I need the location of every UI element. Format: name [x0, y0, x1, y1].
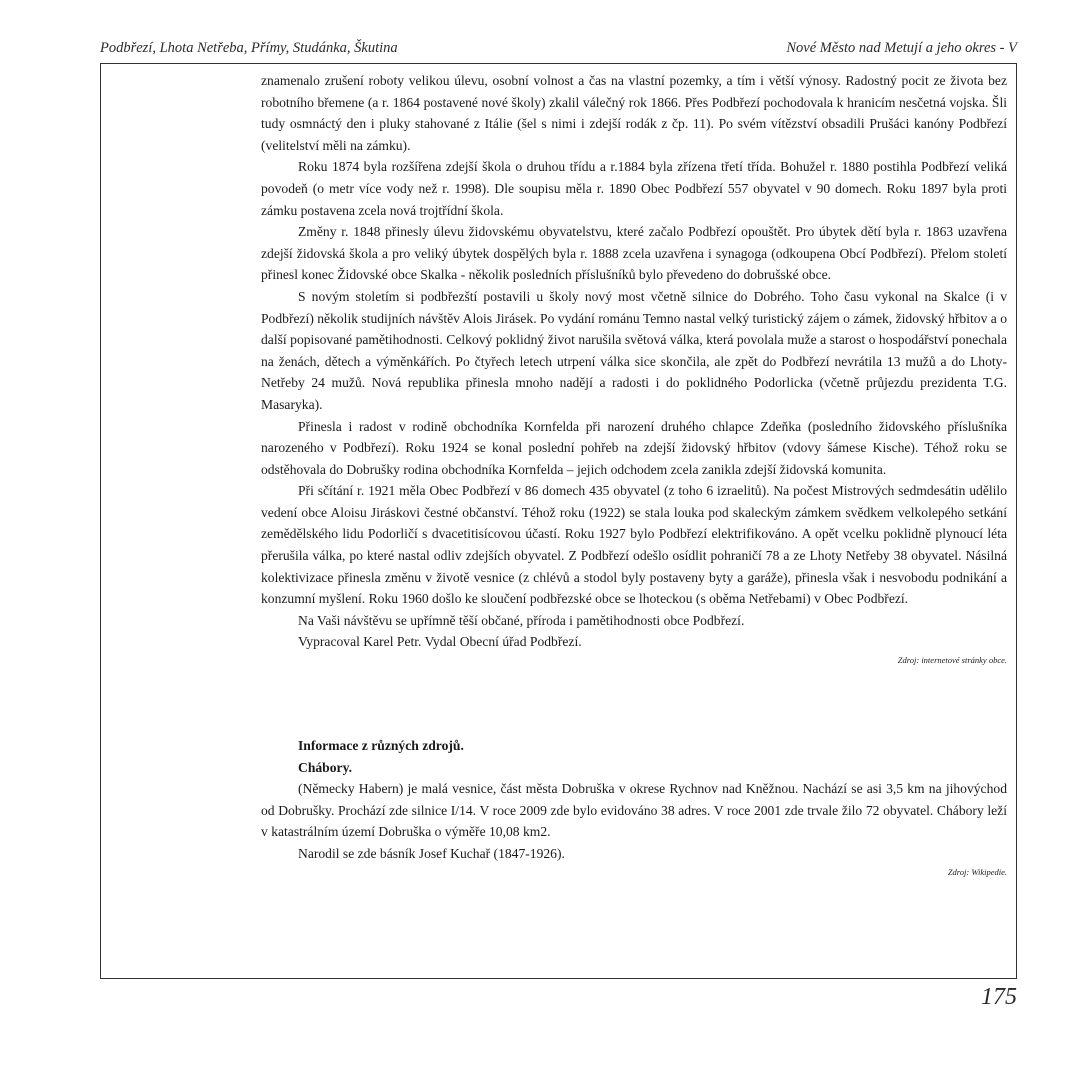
paragraph: Změny r. 1848 přinesly úlevu židovskému obyvatelstvu, které začalo Podbřezí opouštět. Pro úbytek dětí byla r. 1863 uzavřena zdejší židovská škola a pro veliký úbytek dospělých byla r. 1888 zcela uzavřena i synagoga (odkoupena Obcí Podbřezí). Přelom století přinesl konec Židovské obce Skalka - několik posledních příslušníků bylo převedeno do dobrušské obce. — [261, 224, 1007, 283]
paragraph: (Německy Habern) je malá vesnice, část města Dobruška v okrese Rychnov nad Kněžnou. Nachází se asi 3,5 km na jihovýchod od Dobrušky. Prochází zde silnice I/14. V roce 2009 zde bylo evidováno 38 adres. V roce 2001 zde trvale žilo 72 obyvatel. Chábory leží v katastrálním území Dobruška o výměře 10,08 km2. — [261, 781, 1007, 840]
source-note: Zdroj: Wikipedie. — [947, 866, 1007, 877]
paragraph: Vypracoval Karel Petr. Vydal Obecní úřad Podbřezí. — [298, 634, 582, 650]
section-subheading: Chábory. — [298, 759, 353, 775]
section-gap — [261, 667, 1007, 735]
page-number: 175 — [981, 984, 1017, 1010]
paragraph: Narodil se zde básník Josef Kuchař (1847-1926). — [298, 846, 565, 861]
paragraph: Roku 1874 byla rozšířena zdejší škola o druhou třídu a r.1884 byla zřízena třetí třída. Bohužel r. 1880 postihla Podbřezí veliká povodeň (o metr více vody než r. 1998). Dle soupisu měla r. 1890 Obec Podbřezí 557 obyvatel v 90 domech. Roku 1897 byla proti zámku postavena zcela nová trojtřídní škola. — [261, 159, 1007, 218]
paragraph: Na Vaši návštěvu se upřímně těší občané, příroda i pamětihodnosti obce Podbřezí. — [298, 612, 745, 628]
source-note: Zdroj: internetové stránky obce. — [897, 655, 1007, 666]
paragraph: Při sčítání r. 1921 měla Obec Podbřezí v 86 domech 435 obyvatel (z toho 6 izraelitů). Na počest Mistrových sedmdesátin udělilo vedení obce Aloisu Jiráskovi čestné občanství. Téhož roku (1922) se stala louka pod skaleckým zámkem svědkem velkolepého setkání zemědělského lidu Podorličí s dvacetitisícovou účastí. Roku 1927 bylo Podbřezí elektrifikováno. A opět vcelku poklidně plynoucí léta přerušila válka, po které nastal odliv zdejších obyvatel. Z Podbřezí odešlo osídlit pohraničí 78 a ze Lhoty Netřeby 38 obyvatel. Násilná kolektivizace přinesla změnu v životě vesnice (z chlévů a stodol byly postaveny byty a garáže), přinesla však i nesvobodu podnikání a konzumní myšlení. Roku 1960 došlo ke sloučení podbřezské obce se lhoteckou (s oběma Netřebami) v Obec Podbřezí. — [261, 483, 1007, 607]
paragraph: znamenalo zrušení roboty velikou úlevu, osobní volnost a čas na vlastní pozemky, a tím i větší výnosy. Radostný pocit ze života bez robotního břemene (a r. 1864 postavené nové školy) zkalil válečný rok 1866. Přes Podbřezí pochodovala k hranicím nesčetná vojska. Šli tudy osmnáctý den i pluky stahované z Itálie (šel s nimi i zdejší rodák z čp. 11). Po svém vítězství obsadili Prušáci kanóny Podbřezí (velitelství měli na zámku). — [261, 73, 1007, 153]
running-header — [100, 36, 1017, 60]
paragraph: S novým stoletím si podbřezští postavili u školy nový most včetně silnice do Dobrého. Toho času vykonal na Skalce (i v Podbřezí) několik studijních návštěv Alois Jirásek. Po vydání románu Temno nastal velký turistický zájem o zámek, židovský hřbitov a o další popisované pamětihodnosti. Celkový poklidný život narušila světová válka, která povolala muže a starost o hospodářství ponechala na ženách, dětech a výměnkářích. Po čtyřech letech utrpení válka sice skončila, ale zpět do Podbřezí nevrátila 13 mužů a do Lhoty-Netřeby 24 mužů. Nová republika přinesla mnoho nadějí a radosti i do poklidného Podorlicka (včetně průjezdu prezidenta T.G. Masaryka). — [261, 288, 1007, 412]
section-heading: Informace z různých zdrojů. — [298, 738, 464, 754]
header-chapter-title: Podbřezí, Lhota Netřeba, Přímy, Studánka, Škutina — [100, 40, 398, 56]
paragraph: Přinesla i radost v rodině obchodníka Kornfelda při narození druhého chlapce Zdeňka (posledního židovského příslušníka narozeného v Podbřezí). Roku 1924 se konal poslední pohřeb na zdejší židovský hřbitov (vdovy šámese Kische). Téhož roku se odstěhovala do Dobrušky rodina obchodníka Kornfelda – jejich odchodem zcela zanikla zdejší židovská komunita. — [261, 418, 1007, 477]
header-book-title: Nové Město nad Metují a jeho okres - V — [786, 40, 1017, 56]
page-content — [261, 70, 1007, 879]
